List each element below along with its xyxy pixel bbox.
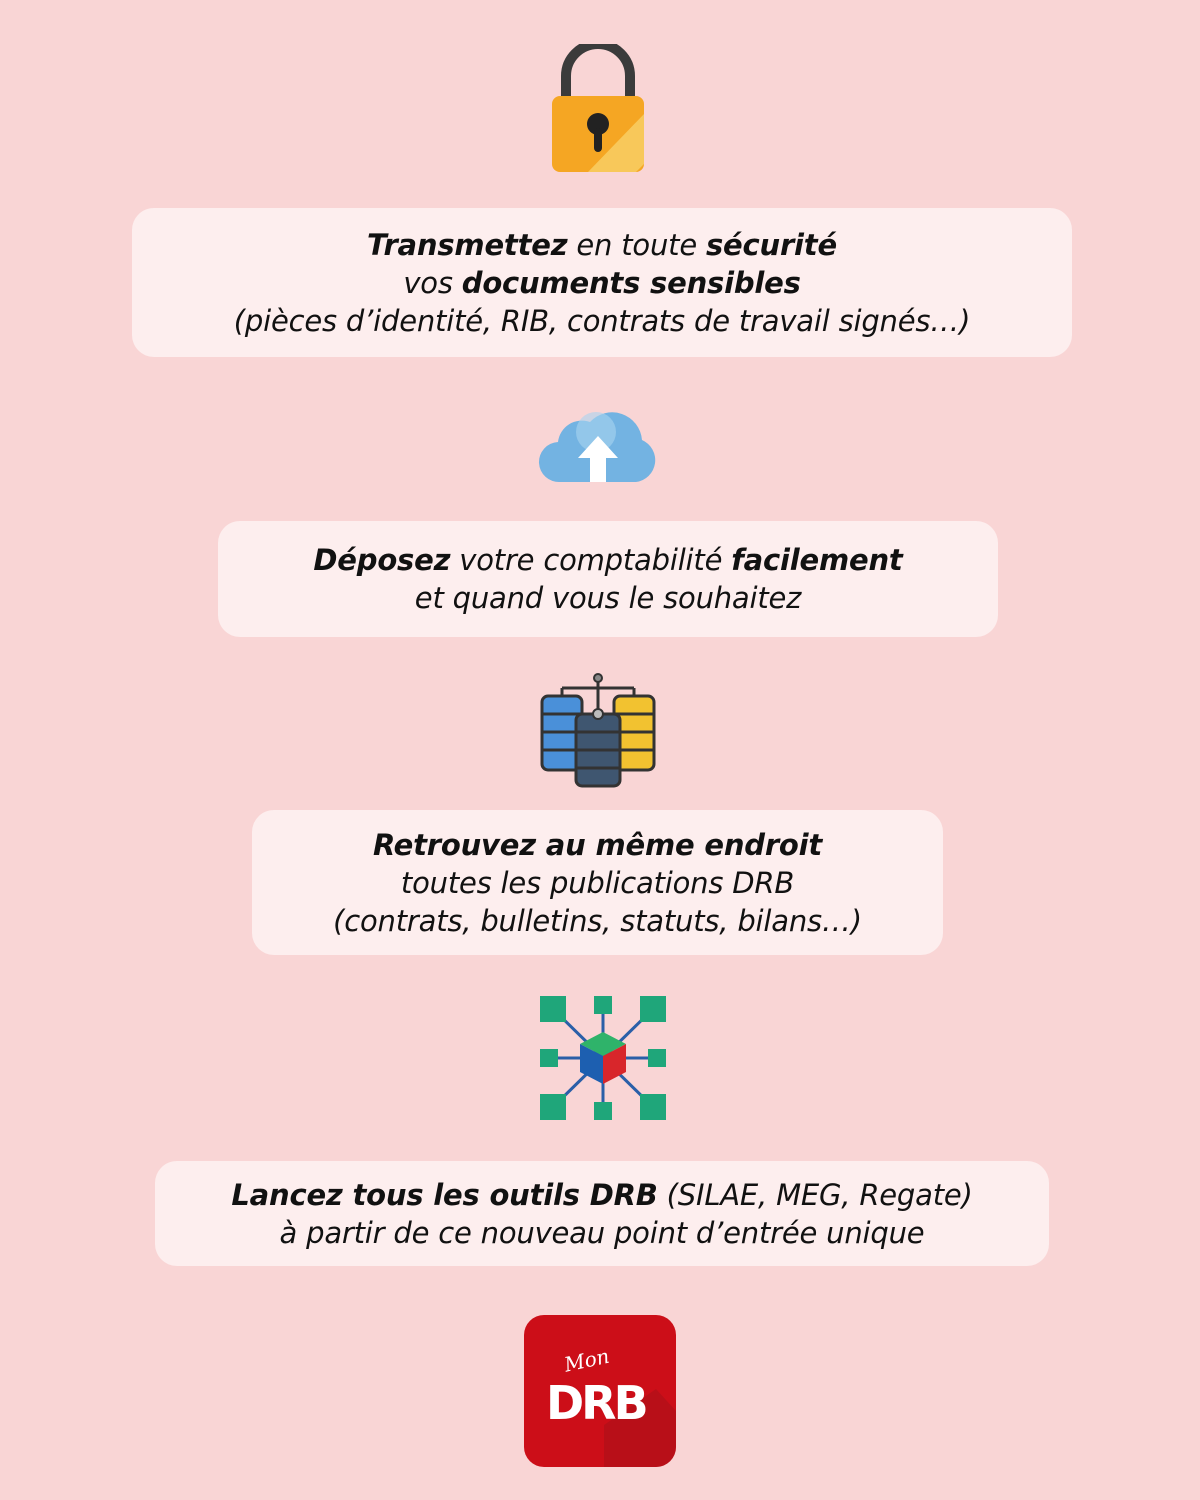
publications-card [252,810,943,955]
body-text: (contrats, bulletins, statuts, bilans…) [333,903,862,938]
body-text: (pièces d’identité, RIB, contrats de travail signés…) [233,303,971,338]
body-text: à partir de ce nouveau point d’entrée unique [279,1215,925,1250]
card-text-line [280,1214,925,1252]
body-text: et quand vous le souhaitez [414,581,802,615]
body-text: (SILAE, MEG, Regate) [657,1177,973,1212]
secure-transfer-card [132,208,1072,357]
body-text: toutes les publications DRB [400,865,795,900]
emphasis-text: Transmettez [367,227,568,262]
logo-brand-text: DRB [546,1376,646,1430]
logo-script-text: Mon [562,1343,612,1377]
mon-drb-logo [524,1315,676,1467]
cloud-upload-icon [538,402,658,484]
emphasis-text: sécurité [705,227,837,262]
card-text-line [403,264,800,302]
tools-launch-card [155,1161,1049,1266]
emphasis-text: Lancez tous les outils DRB [231,1177,658,1212]
card-text-line [313,541,902,579]
card-text-line [373,826,822,864]
emphasis-text: Retrouvez au même endroit [372,827,823,862]
emphasis-text: Déposez [313,543,451,577]
card-text-line [367,226,837,264]
emphasis-text: documents sensibles [461,265,801,300]
emphasis-text: facilement [731,543,903,577]
card-text-line [415,579,801,617]
card-text-line [333,902,862,940]
body-text: vos [403,265,462,300]
database-servers-icon [538,672,660,790]
card-text-line [401,864,794,902]
card-text-line [231,1176,972,1214]
card-text-line [234,302,970,340]
padlock-icon [548,44,648,174]
body-text: votre comptabilité [450,543,732,577]
body-text: en toute [567,227,706,262]
deposit-accounting-card [218,521,998,637]
network-cube-icon [538,994,668,1122]
